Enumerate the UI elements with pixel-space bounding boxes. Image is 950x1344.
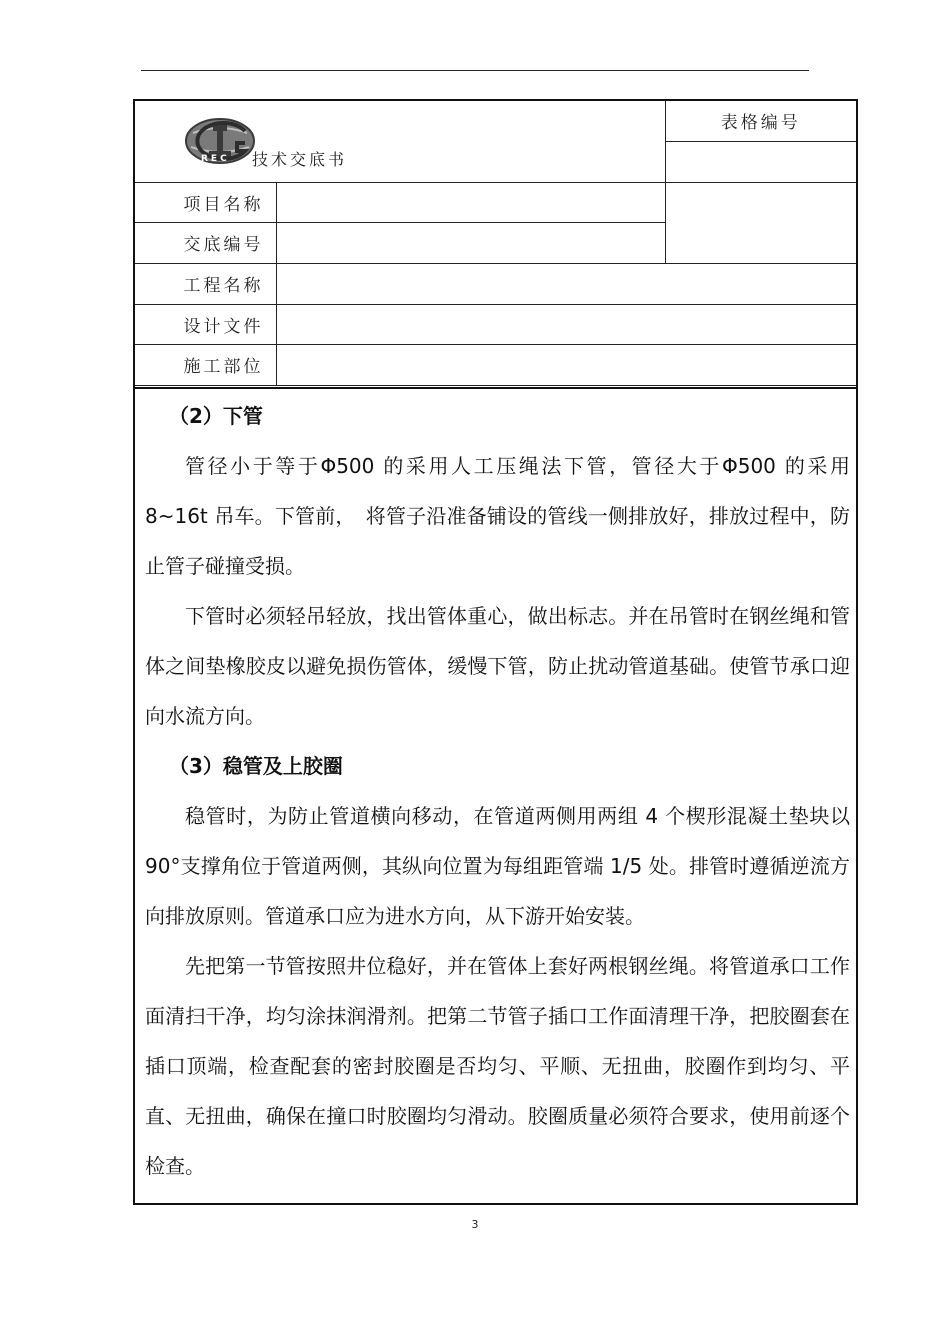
design-document-label: 设计文件 — [135, 304, 276, 344]
paragraph: 下管时必须轻吊轻放，找出管体重心，做出标志。并在吊管时在钢丝绳和管体之间垫橡胶皮以避免损伤管体，缓慢下管，防止扰动管道基础。使管节承口迎向水流方向。 — [145, 604, 850, 728]
project-name-label: 项目名称 — [135, 182, 276, 222]
form-header-table — [135, 101, 856, 386]
paragraph: 稳管时，为防止管道横向移动，在管道两侧用两组 4 个楔形混凝土垫块以 90°支撑角位于管道两侧，其纵向位置为每组距管端 1/5 处。排管时遵循逆流方向排放原则。管道承口应为进水方向，从下游开始安装。 — [145, 804, 850, 928]
form-number-value — [665, 141, 856, 182]
form-number-extra-cell — [665, 182, 856, 263]
section-heading-lowering: （2）下管 — [169, 404, 263, 428]
disclosure-number-value — [276, 222, 665, 263]
construction-part-label: 施工部位 — [135, 344, 276, 385]
header-rule — [141, 70, 809, 71]
construction-part-value — [276, 344, 856, 385]
paragraph: 管径小于等于Φ500 的采用人工压绳法下管，管径大于Φ500 的采用 8~16t 吊车。下管前， 将管子沿准备铺设的管线一侧排放好，排放过程中，防止管子碰撞受损。 — [145, 454, 850, 578]
document-type-title: 技术交底书 — [252, 150, 348, 170]
paragraph: 先把第一节管按照井位稳好，并在管体上套好两根钢丝绳。将管道承口工作面清扫干净，均匀涂抹润滑剂。把第二节管子插口工作面清理干净，把胶圈套在插口顶端，检查配套的密封胶圈是否均匀、平顺、无扭曲，胶圈作到均匀、平直、无扭曲，确保在撞口时胶圈均匀滑动。胶圈质量必须符合要求，使用前逐个检查。 — [145, 954, 850, 1178]
design-document-value — [276, 304, 856, 344]
crec-logo-icon — [183, 117, 257, 165]
logo-cell — [135, 101, 665, 182]
disclosure-content-area — [135, 387, 856, 1205]
project-name-value — [276, 182, 665, 222]
section-heading-stabilizing: （3）稳管及上胶圈 — [169, 754, 343, 778]
project-title-label: 工程名称 — [135, 263, 276, 304]
project-title-value — [276, 263, 856, 304]
disclosure-text — [145, 389, 850, 1191]
form-number-label: 表格编号 — [665, 101, 856, 141]
disclosure-form — [133, 99, 858, 1205]
disclosure-number-label: 交底编号 — [135, 222, 276, 263]
page-number: 3 — [471, 1218, 479, 1231]
svg-text:REC: REC — [201, 154, 230, 165]
